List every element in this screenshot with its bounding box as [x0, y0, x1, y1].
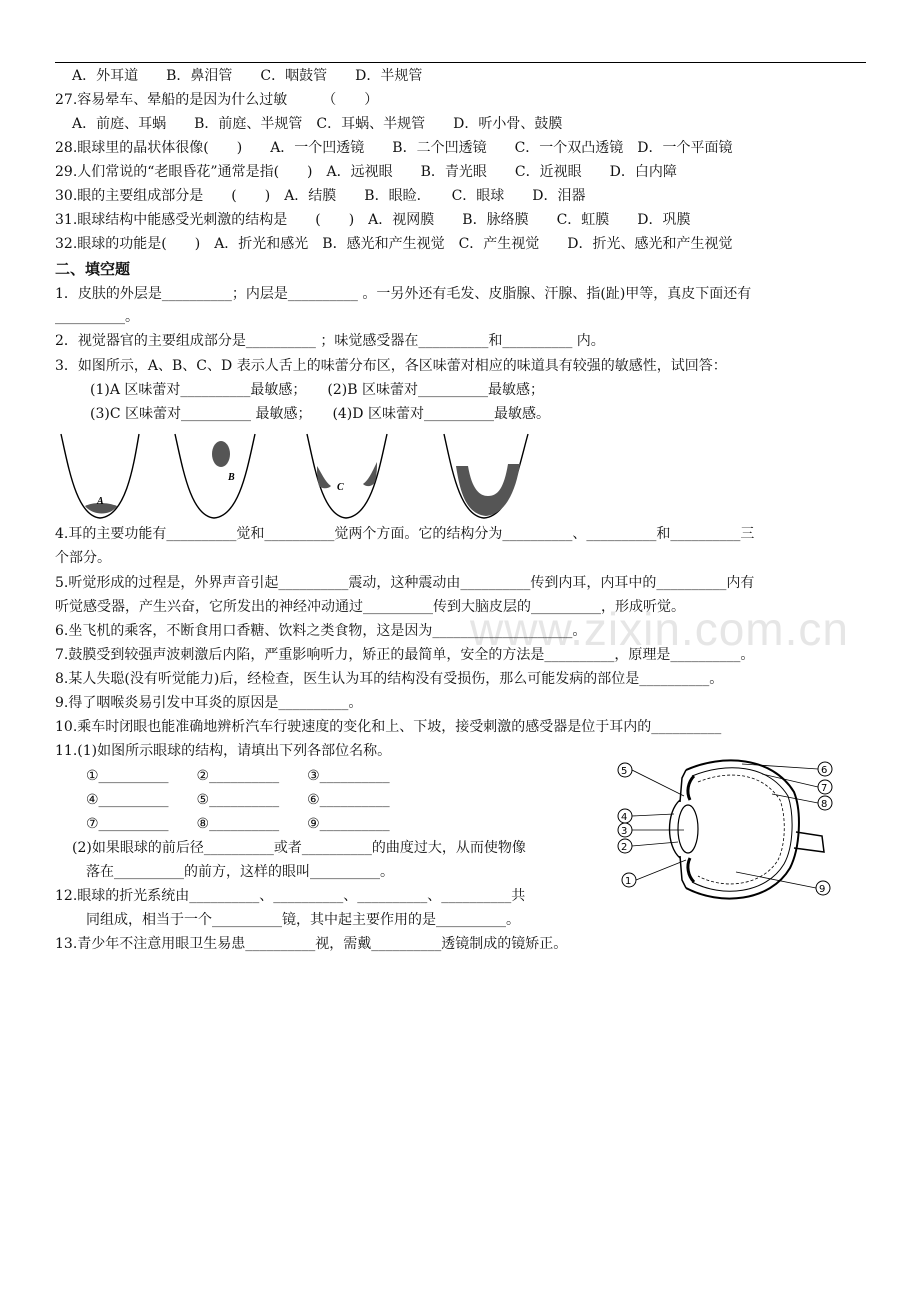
fill-q6: 6.坐飞机的乘客，不断食用口香糖、饮料之类食物，这是因为____________________。 [55, 623, 587, 639]
eye-label-3 [618, 823, 684, 837]
q30-text: 30.眼的主要组成部分是 ( ) A．结膜 B．眼睑． C．眼球 D．泪器 [55, 188, 586, 204]
tongue-d-svg [440, 430, 536, 524]
fill-q11: 11.(1)如图所示眼球的结构，请填出下列各部位名称。 [55, 743, 392, 759]
tongue-diagrams [55, 430, 395, 524]
tongue-d-diagram [444, 434, 528, 518]
svg-text:9: 9 [819, 884, 826, 895]
svg-text:6: 6 [821, 765, 828, 776]
eye-label-8 [772, 794, 832, 810]
svg-text:7: 7 [821, 783, 828, 794]
svg-text:2: 2 [621, 842, 628, 853]
fill-q11-part2: (2)如果眼球的前后径__________或者__________的曲度过大，从而使物像 [72, 840, 526, 856]
eye-label-5 [618, 763, 684, 796]
svg-text:4: 4 [621, 812, 628, 823]
label-c: C [337, 482, 344, 493]
label-d: D [484, 485, 492, 496]
q27-options: A．前庭、耳蜗 B．前庭、半规管 C．耳蜗、半规管 D．听小骨、鼓膜 [72, 116, 563, 132]
fill-q1: 1．皮肤的外层是__________；内层是__________ 。一另外还有毛发、皮脂腺、汗腺、指(趾)甲等，真皮下面还有 [55, 286, 752, 302]
label-a: A [97, 496, 104, 507]
section-heading: 二、填空题 [55, 260, 131, 278]
fill-q5: 5.听觉形成的过程是，外界声音引起__________震动，这种震动由__________传到内耳，内耳中的__________内有 [55, 575, 755, 591]
eye-diagram [612, 752, 838, 908]
q26-options: A．外耳道 B．鼻泪管 C．咽鼓管 D．半规管 [72, 68, 423, 84]
tongue-b-diagram [175, 434, 255, 518]
fill-q1-cont: __________。 [55, 309, 139, 325]
fill-q3: 3．如图所示，A、B、C、D 表示人舌上的味蕾分布区，各区味蕾对相应的味道具有较强的敏感性，试回答： [55, 358, 727, 374]
eye-label-4 [618, 809, 674, 823]
eye-label-9 [736, 872, 830, 895]
fill-q9: 9.得了咽喉炎易引发中耳炎的原因是__________。 [55, 695, 363, 711]
fill-q8: 8.某人失聪(没有听觉能力)后，经检查，医生认为耳的结构没有受损伤，那么可能发病的部位是__________。 [55, 671, 724, 687]
eye-label-7 [762, 774, 832, 794]
fill-q13: 13.青少年不注意用眼卫生易患__________视，需戴__________透镜制成的镜矫正。 [55, 936, 568, 952]
q32-text: 32.眼球的功能是( ) A．折光和感光 B．感光和产生视觉 C．产生视觉 D．折光、感光和产生视觉 [55, 236, 733, 252]
fill-q12-cont: 同组成，相当于一个__________镜，其中起主要作用的是__________。 [86, 912, 520, 928]
q29-text: 29.人们常说的“老眼昏花”通常是指( ) A．远视眼 B．青光眼 C．近视眼 D．白内障 [55, 164, 677, 180]
fill-q11-row1: ①__________ ②__________ ③__________ [86, 768, 390, 784]
label-b: B [228, 472, 235, 483]
svg-text:1: 1 [625, 876, 632, 887]
fill-q11-row3: ⑦__________ ⑧__________ ⑨__________ [86, 816, 390, 832]
fill-q2: 2．视觉器官的主要组成部分是__________ ；味觉感受器在__________和__________ 内。 [55, 333, 605, 349]
svg-text:3: 3 [621, 826, 628, 837]
q28-text: 28.眼球里的晶状体很像( ) A．一个凹透镜 B．二个凹透镜 C．一个双凸透镜 D．一个平面镜 [55, 140, 733, 156]
fill-q5-cont: 听觉感受器，产生兴奋，它所发出的神经冲动通过__________传到大脑皮层的__________，形成听觉。 [55, 599, 685, 615]
fill-q11-part2-cont: 落在__________的前方，这样的眼叫__________。 [86, 864, 394, 880]
eye-label-2 [618, 839, 678, 853]
eye-label-1 [622, 860, 686, 887]
fill-q3-cd: (3)C 区味蕾对__________ 最敏感； (4)D 区味蕾对__________最敏感。 [90, 406, 550, 422]
q27-text: 27.容易晕车、晕船的是因为什么过敏 （ ） [55, 92, 379, 108]
fill-q4-cont: 个部分。 [55, 550, 111, 566]
fill-q10: 10.乘车时闭眼也能准确地辨析汽车行驶速度的变化和上、下坡，接受刺激的感受器是位于耳内的__________ [55, 719, 722, 735]
fill-q12: 12.眼球的折光系统由__________、__________、__________、__________共 [55, 888, 526, 904]
svg-text:8: 8 [821, 799, 828, 810]
fill-q3-ab: (1)A 区味蕾对__________最敏感； (2)B 区味蕾对__________最敏感； [90, 382, 544, 398]
top-rule [55, 62, 866, 63]
fill-q4: 4.耳的主要功能有__________觉和__________觉两个方面。它的结构分为__________、__________和__________三 [55, 526, 755, 542]
tongue-a-diagram [61, 434, 139, 518]
svg-text:5: 5 [621, 766, 628, 777]
tongue-c-diagram [307, 434, 387, 518]
q31-text: 31.眼球结构中能感受光刺激的结构是 ( ) A．视网膜 B．脉络膜 C．虹膜 D．巩膜 [55, 212, 691, 228]
watermark: www.zixin.com.cn [470, 603, 849, 655]
fill-q11-row2: ④__________ ⑤__________ ⑥__________ [86, 792, 390, 808]
fill-q7: 7.鼓膜受到较强声波刺激后内陷，严重影响听力，矫正的最简单，安全的方法是__________，原理是__________。 [55, 647, 755, 663]
